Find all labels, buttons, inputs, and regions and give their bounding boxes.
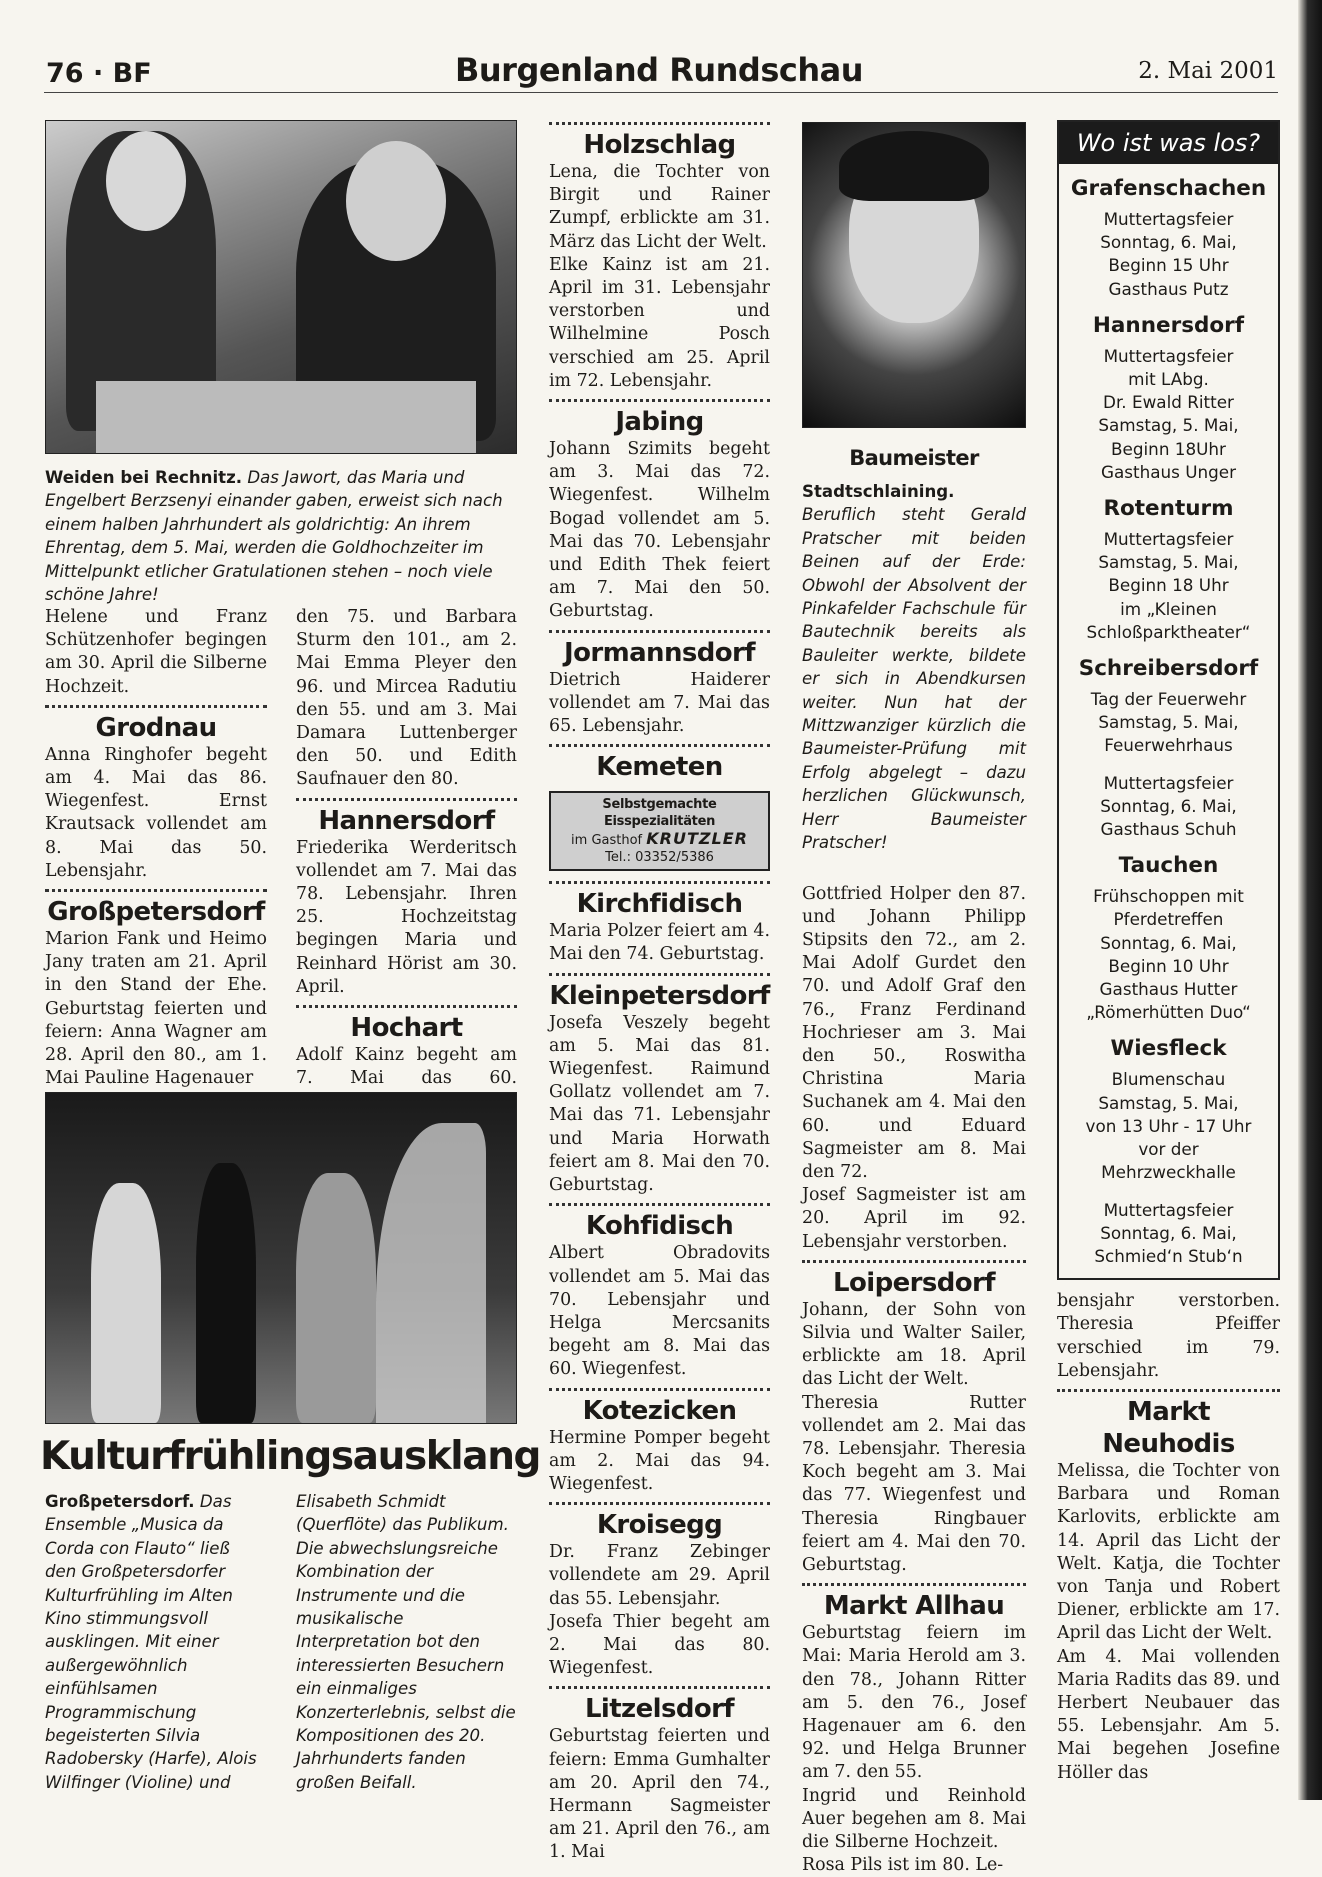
violinist-figure	[196, 1163, 256, 1423]
harpist-figure	[296, 1173, 376, 1423]
dotted-divider	[45, 889, 267, 892]
holzschlag-text-1: Lena, die Tochter von Birgit und Rainer Zumpf, erblickte am 31. März das Licht der Welt.	[549, 162, 770, 252]
event-heading-rotenturm: Rotenturm	[1103, 496, 1234, 522]
event-heading-hannersdorf: Hannersdorf	[1092, 312, 1245, 338]
column-2	[549, 118, 770, 1865]
column-1-right	[296, 606, 517, 1114]
baumeister-text: Stadtschlaining. Beruflich steht Gerald Pratscher mit beiden Beinen auf der Erde: Obwohl der Absolvent der Pinkafelder Fachschule für Bautechnik bereits als Bauleiter werkte, bildete er sich in Abendkursen weiter. Nun hat der Mittzwanziger kürzlich die Baumeister-Prüfung mit Erfolg abgelegt – dazu herzlichen Glückwunsch, Herr Baumeister Pratscher!	[802, 482, 1026, 853]
holzschlag-text-2: Elke Kainz ist am 21. April im 31. Lebensjahr verstorben und Wilhelmine Posch verschied am 25. April im 72. Lebensjahr.	[549, 254, 770, 391]
heading-holzschlag: Holzschlag	[583, 130, 736, 160]
page-number: 76 · BF	[46, 58, 152, 89]
kroisegg-text-1: Dr. Franz Zebinger vollendete am 29. April das 55. Lebensjahr.	[549, 1542, 770, 1609]
heading-kohfidisch: Kohfidisch	[585, 1211, 734, 1242]
page-header	[40, 48, 1278, 96]
woman-face	[346, 141, 446, 261]
kroisegg-text-2: Josefa Thier begeht am 2. Mai das 80. Wiegenfest.	[549, 1611, 770, 1679]
portrait-photo	[802, 122, 1026, 428]
jabing-text: Johann Szimits begeht am 3. Mai das 72. Wiegenfest. Wilhelm Bogad vollendet am 5. Mai das 70. Lebensjahr und Edith Thek feiert am 7. Mai den 50. Geburtstag.	[549, 439, 770, 622]
dotted-divider	[802, 1260, 1026, 1263]
neuhodis-text-1: Melissa, die Tochter von Barbara und Roman Karlovits, erblickte am 14. April das Licht der Welt. Katja, die Tochter von Tanja und Robert Diener, erblickte am 17. April das Licht der Welt.	[1057, 1460, 1280, 1644]
column-1-left	[45, 606, 267, 1090]
heading-markt-allhau: Markt Allhau	[823, 1591, 1005, 1622]
allhau-continued: bensjahr verstorben. Theresia Pfeiffer verschied im 79. Lebensjahr.	[1057, 1291, 1280, 1381]
sagmeister-text: Josef Sagmeister ist am 20. April im 92. Lebensjahr verstorben.	[802, 1185, 1026, 1252]
dotted-divider	[549, 630, 770, 633]
dotted-divider	[549, 973, 770, 976]
hannersdorf-text: Friederika Werderitsch vollendet am 7. Mai das 78. Lebensjahr. Ihren 25. Hochzeitstag begingen Maria und Reinhard Hörist am 30. April.	[296, 837, 517, 997]
heading-hochart: Hochart	[350, 1013, 463, 1044]
kultur-text-left: Großpetersdorf. Das Ensemble „Musica da Corda con Flauto“ ließ den Großpetersdorfer Kulturfrühling im Alten Kino stimmungsvoll ausklingen. Mit einer außergewöhnlich einfühlsamen Programmischung begeisterten Silvia Radobersky (Harfe), Alois Wilfinger (Violine) und	[45, 1492, 257, 1792]
ad-line-1: Selbstgemachte Eisspezialitäten	[602, 797, 717, 830]
litzelsdorf-continued: Gottfried Holper den 87. und Johann Philipp Stipsits den 72., am 2. Mai Adolf Gurdet den 70. und Adolf Graf den 76., Franz Ferdinand Hochrieser am 3. Mai den 50., Roswitha Christina Maria Suchanek am 4. Mai den 60. und Eduard Sagmeister am 8. Mai den 72.	[802, 883, 1026, 1182]
jormannsdorf-text: Dietrich Haiderer vollendet am 7. Mai das 65. Lebensjahr.	[549, 669, 770, 737]
events-box-title: Wo ist was los?	[1059, 122, 1278, 164]
column-3	[802, 120, 1026, 1877]
silberhochzeit-text: Helene und Franz Schützenhofer begingen am 30. April die Silberne Hochzeit.	[45, 607, 267, 697]
heading-kirchfidisch: Kirchfidisch	[576, 889, 743, 920]
dotted-divider	[549, 1388, 770, 1391]
neuhodis-text-2: Am 4. Mai vollenden Maria Radits das 89. und Herbert Neubauer das 55. Lebensjahr. Am 5. Mai begehen Josefine Höller das	[1057, 1646, 1280, 1783]
dotted-divider	[1057, 1389, 1280, 1392]
heading-grodnau: Grodnau	[95, 712, 217, 743]
dotted-divider	[549, 1203, 770, 1206]
heading-jabing: Jabing	[615, 407, 704, 438]
dotted-divider	[296, 1005, 517, 1008]
event-heading-tauchen: Tauchen	[1118, 853, 1219, 879]
grodnau-text: Anna Ringhofer begeht am 4. Mai das 86. Wiegenfest. Ernst Krautsack vollendet am 8. Mai das 50. Lebensjahr.	[45, 744, 267, 881]
man-face	[106, 131, 186, 231]
harp-shape	[376, 1123, 486, 1423]
dotted-divider	[296, 798, 517, 801]
dotted-divider	[549, 1502, 770, 1505]
dotted-divider	[549, 881, 770, 884]
heading-markt-neuhodis: Markt Neuhodis	[1102, 1396, 1235, 1459]
dotted-divider	[549, 122, 770, 125]
heading-grosspetersdorf: Großpetersdorf	[47, 897, 265, 928]
events-box: Wo ist was los? Grafenschachen Muttertagsfeier Sonntag, 6. Mai, Beginn 15 Uhr Gasthaus Putz Hannersdorf Muttertagsfeier mit LAbg. Dr. Ewald Ritter Samstag, 5. Mai, Beginn 18Uhr Gasthaus Unger Rotenturm Muttertagsfeier Samstag, 5. Mai, Beginn 18 Uhr im „Kleinen Schloßparktheater“ Schreibersdorf Tag der Feuerwehr Samstag, 5. Mai, Feuerwehrhaus Muttertagsfeier Sonntag, 6. Mai, Gasthaus Schuh Tauchen Frühschoppen mit Pferdetreffen Sonntag, 6. Mai, Beginn 10 Uhr Gasthaus Hutter „Römerhütten Duo“ Wiesfleck Blumenschau Samstag, 5. Mai, von 13 Uhr - 17 Uhr vor der Mehrzweckhalle Muttertagsfeier Sonntag, 6. Mai, Schmied‘n Stub‘n	[1057, 120, 1280, 1280]
continued-text: den 75. und Barbara Sturm den 101., am 2. Mai Emma Pleyer den 96. und Mircea Radutiu den 55. und am 3. Mai Damara Luttenberger den 50. und Edith Saufnauer den 80.	[296, 607, 517, 790]
couple-photo	[45, 120, 517, 454]
kultur-text-right: Elisabeth Schmidt (Querflöte) das Publikum. Die abwechslungsreiche Kombination der Instrumente und die musikalische Interpretation bot den interessierten Besuchern ein einmaliges Konzerterlebnis, selbst die Kompositionen des 20. Jahrhunderts fanden großen Beifall.	[296, 1492, 516, 1792]
loipersdorf-text-2: Theresia Rutter vollendet am 2. Mai das 78. Lebensjahr. Theresia Koch begeht am 3. Mai das 77. Wiegenfest und Theresia Ringbauer feiert am 4. Mai den 70. Geburtstag.	[802, 1392, 1026, 1575]
newspaper-title: Burgenland Rundschau	[454, 51, 863, 89]
kleinpetersdorf-text: Josefa Veszely begeht am 5. Mai das 81. Wiegenfest. Raimund Gollatz vollendet am 7. Mai das 71. Lebensjahr und Maria Horwath feiert am 8. Mai den 70. Geburtstag.	[549, 1012, 770, 1196]
allhau-text-2: Ingrid und Reinhold Auer begehen am 8. Mai die Silberne Hochzeit.	[802, 1785, 1026, 1853]
dotted-divider	[549, 1686, 770, 1689]
table-cloth	[96, 381, 476, 453]
ad-phone: Tel.: 03352/5386	[605, 850, 714, 866]
heading-baumeister: Baumeister	[849, 446, 979, 470]
page-edge-shadow	[1298, 0, 1322, 1800]
ensemble-photo	[45, 1092, 517, 1424]
event-heading-grafenschachen: Grafenschachen	[1070, 176, 1267, 201]
loipersdorf-text-1: Johann, der Sohn von Silvia und Walter Sailer, erblickte am 18. April das Licht der Welt.	[802, 1299, 1026, 1390]
dotted-divider	[549, 399, 770, 402]
heading-loipersdorf: Loipersdorf	[833, 1267, 995, 1298]
heading-kemeten: Kemeten	[596, 752, 723, 783]
dotted-divider	[549, 744, 770, 747]
goldhochzeit-article	[45, 120, 517, 606]
flutist-figure	[91, 1183, 161, 1423]
dotted-divider	[45, 705, 267, 708]
photo-caption: Weiden bei Rechnitz. Das Jawort, das Maria und Engelbert Berzsenyi einander gaben, erweist sich nach einem halben Jahrhundert als goldrichtig: An ihrem Ehrentag, dem 5. Mai, werden die Goldhochzeiter im Mittelpunkt etlicher Gratulationen stehen – noch viele schöne Jahre!	[45, 468, 503, 605]
issue-date: 2. Mai 2001	[1138, 58, 1278, 84]
heading-kotezicken: Kotezicken	[582, 1395, 737, 1426]
allhau-text-3: Rosa Pils ist im 80. Le-	[802, 1855, 1004, 1876]
event-heading-wiesfleck: Wiesfleck	[1110, 1036, 1227, 1062]
krutzler-advertisement	[549, 791, 770, 871]
event-heading-schreibersdorf: Schreibersdorf	[1078, 656, 1259, 682]
heading-hannersdorf: Hannersdorf	[318, 805, 495, 836]
heading-litzelsdorf: Litzelsdorf	[584, 1694, 735, 1725]
heading-jormannsdorf: Jormannsdorf	[564, 637, 755, 668]
dotted-divider	[802, 1583, 1026, 1586]
header-rule	[44, 92, 1278, 93]
kotezicken-text: Hermine Pomper begeht am 2. Mai das 94. Wiegenfest.	[549, 1427, 770, 1494]
hair-shape	[839, 131, 989, 201]
litzelsdorf-text: Geburtstag feierten und feiern: Emma Gumhalter am 20. April den 74., Hermann Sagmeister am 21. April den 76., am 1. Mai	[549, 1726, 770, 1863]
heading-kleinpetersdorf: Kleinpetersdorf	[549, 980, 770, 1011]
grosspetersdorf-text: Marion Fank und Heimo Jany traten am 21. April in den Stand der Ehe. Geburtstag feierten und feiern: Anna Wagner am 28. April den 80., am 1. Mai Pauline Hagenauer	[45, 929, 267, 1089]
kohfidisch-text: Albert Obradovits vollendet am 5. Mai das 70. Lebensjahr und Helga Mercsanits begeht am 8. Mai das 60. Wiegenfest.	[549, 1243, 770, 1380]
allhau-text-1: Geburtstag feiern im Mai: Maria Herold am 3. den 78., Johann Ritter am 5. den 76., Josef Hagenauer am 6. den 92. und Helga Brunner am 7. den 55.	[802, 1623, 1026, 1783]
kulturfruehling-headline: Kulturfrühlingsausklang	[40, 1434, 541, 1479]
ad-line-2: im Gasthof KRUTZLER	[571, 829, 748, 849]
hochart-text: Adolf Kainz begeht am 7. Mai das 60.	[296, 1045, 517, 1089]
kirchfidisch-text: Maria Polzer feiert am 4. Mai den 74. Geburtstag.	[549, 921, 770, 965]
heading-kroisegg: Kroisegg	[596, 1510, 723, 1541]
column-4	[1057, 120, 1280, 1785]
